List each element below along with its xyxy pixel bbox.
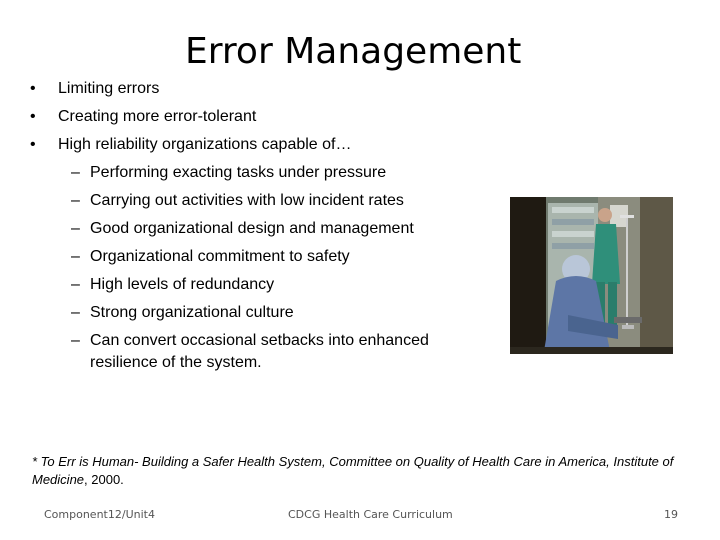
subbullet-text: High levels of redundancy xyxy=(90,276,275,293)
bullet-item xyxy=(0,106,500,134)
subbullet-dash: – xyxy=(71,304,80,321)
subbullet-dash: – xyxy=(71,164,80,181)
subbullet-text: Carrying out activities with low incident rates xyxy=(90,192,404,209)
footnote-italic: * To Err is Human- Building a Safer Health System, Committee on Quality of Health Care in America, Institute of Medicine xyxy=(32,454,674,487)
subbullet-dash: – xyxy=(71,248,80,265)
subbullet-text: Performing exacting tasks under pressure xyxy=(90,164,387,181)
subbullet-dash: – xyxy=(71,192,80,209)
subbullet-dash: – xyxy=(71,276,80,293)
subbullet-item xyxy=(0,302,500,330)
slide-title: Error Management xyxy=(185,31,522,72)
footnote-plain: , 2000. xyxy=(84,472,124,487)
bullet-dot: • xyxy=(30,136,36,153)
subbullet-item xyxy=(0,330,500,378)
page-number: 19 xyxy=(664,508,678,521)
bullet-dot: • xyxy=(30,80,36,97)
hospital-scene-photo xyxy=(510,197,673,354)
bullet-item xyxy=(0,78,500,106)
subbullet-item xyxy=(0,246,500,274)
subbullet-item xyxy=(0,274,500,302)
bullet-dot: • xyxy=(30,108,36,125)
bullet-text: High reliability organizations capable of… xyxy=(58,136,352,153)
subbullet-item xyxy=(0,162,500,190)
subbullet-text: Organizational commitment to safety xyxy=(90,248,350,265)
footer-center: CDCG Health Care Curriculum xyxy=(288,508,453,521)
subbullet-text: Strong organizational culture xyxy=(90,304,294,321)
subbullet-text: Can convert occasional setbacks into enhanced resilience of the system. xyxy=(90,332,429,371)
subbullet-text: Good organizational design and management xyxy=(90,220,414,237)
citation-footnote xyxy=(32,453,682,489)
footer-left: Component12/Unit4 xyxy=(44,508,155,521)
subbullet-item xyxy=(0,218,500,246)
bullet-text: Creating more error-tolerant xyxy=(58,108,257,125)
bullet-item xyxy=(0,134,500,162)
subbullet-dash: – xyxy=(71,220,80,237)
bullet-list xyxy=(0,78,500,378)
subbullet-item xyxy=(0,190,500,218)
bullet-text: Limiting errors xyxy=(58,80,160,97)
subbullet-dash: – xyxy=(71,332,80,349)
